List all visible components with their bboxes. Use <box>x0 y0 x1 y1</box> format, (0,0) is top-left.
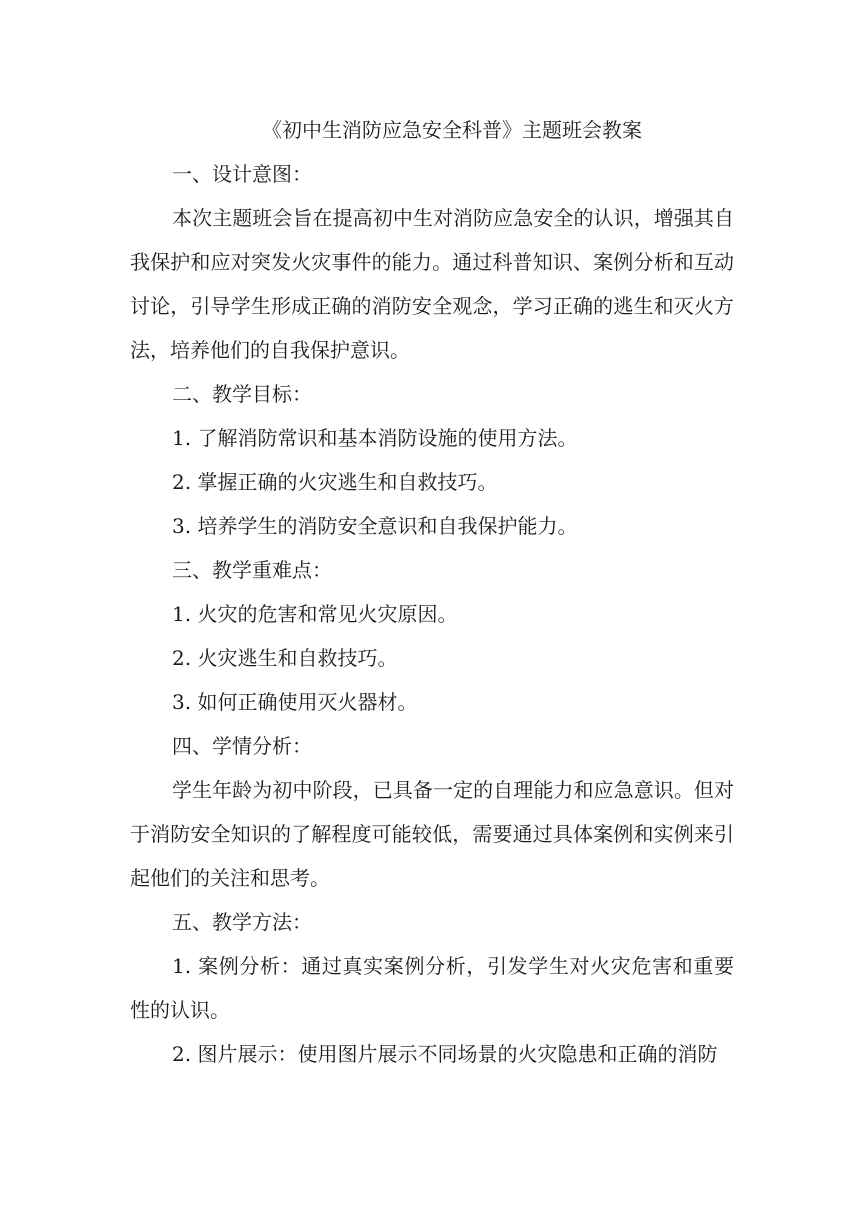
list-item: 1. 案例分析：通过真实案例分析，引发学生对火灾危害和重要性的认识。 <box>130 954 734 1022</box>
section-heading: 三、教学重难点： <box>172 558 332 582</box>
section-student-analysis <box>130 724 734 900</box>
section-heading: 二、教学目标： <box>172 382 312 406</box>
section-heading: 五、教学方法： <box>172 910 312 934</box>
section-key-difficulties <box>130 548 734 724</box>
list-item: 3. 如何正确使用灭火器材。 <box>172 690 418 714</box>
document-title: 《初中生消防应急安全科普》主题班会教案 <box>262 118 642 142</box>
paragraph: 本次主题班会旨在提高初中生对消防应急安全的认识，增强其自我保护和应对突发火灾事件的能力。通过科普知识、案例分析和互动讨论，引导学生形成正确的消防安全观念，学习正确的逃生和灭火方法，培养他们的自我保护意识。 <box>130 206 734 362</box>
section-teaching-goals <box>130 372 734 548</box>
paragraph: 学生年龄为初中阶段，已具备一定的自理能力和应急意识。但对于消防安全知识的了解程度可能较低，需要通过具体案例和实例来引起他们的关注和思考。 <box>130 778 734 890</box>
list-item: 1. 了解消防常识和基本消防设施的使用方法。 <box>172 426 578 450</box>
list-item: 2. 火灾逃生和自救技巧。 <box>172 646 398 670</box>
list-item: 2. 图片展示：使用图片展示不同场景的火灾隐患和正确的消防 <box>172 1042 718 1066</box>
document-body <box>130 108 734 1076</box>
section-heading: 四、学情分析： <box>172 734 312 758</box>
section-teaching-methods <box>130 900 734 1076</box>
list-item: 3. 培养学生的消防安全意识和自我保护能力。 <box>172 514 578 538</box>
section-design-intent <box>130 152 734 372</box>
list-item: 1. 火灾的危害和常见火灾原因。 <box>172 602 458 626</box>
section-heading: 一、设计意图： <box>172 162 312 186</box>
list-item: 2. 掌握正确的火灾逃生和自救技巧。 <box>172 470 498 494</box>
